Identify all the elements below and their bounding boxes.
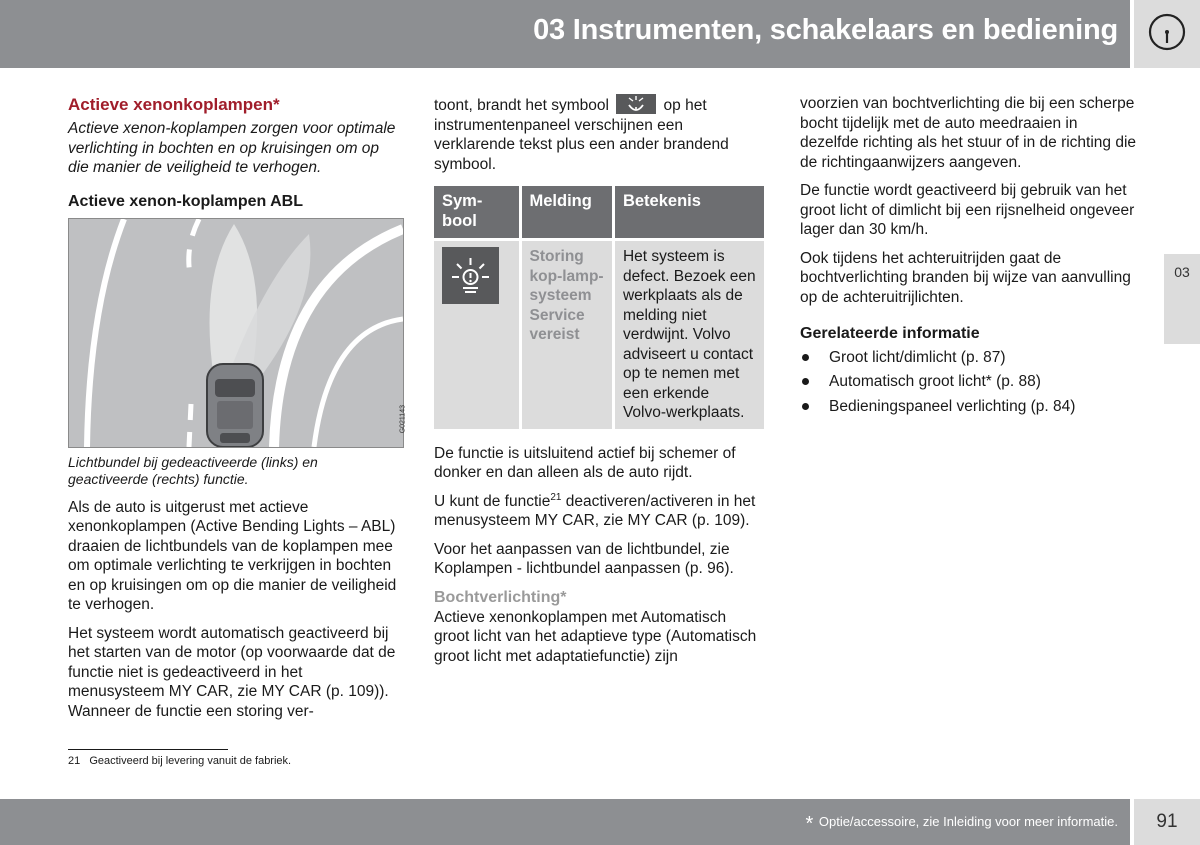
table-cell-symbol [434, 241, 519, 429]
gauge-icon [1147, 12, 1187, 52]
column-1 [68, 94, 406, 730]
paragraph-reversing: Ook tijdens het achteruitrijden gaat de bochtverlichting branden bij wijze van aanvulling op de achteruitrijlichten. [800, 249, 1131, 306]
page-header [0, 0, 1130, 68]
footnote-ref[interactable]: 21 [550, 491, 562, 503]
paragraph-deactivate [434, 492, 764, 531]
chapter-title: 03 Instrumenten, schakelaars en bediening [533, 14, 1118, 46]
page-number: 91 [1156, 811, 1178, 832]
paragraph-activation: Het systeem wordt automatisch geactiveerd bij het starten van de motor (op voorwaarde dat de functie niet is gedeactiveerd in het menusysteem MY CAR, zie MY CAR (p. 109)). Wanneer de functie een storing ver- [68, 624, 396, 720]
table-header-symbol: Sym-bool [434, 186, 519, 238]
paragraph-activation-speed: De functie wordt geactiveerd bij gebruik van het groot licht of dimlicht bij een rijsnelheid ongeveer lager dan 30 km/h. [800, 182, 1135, 238]
footnote-text: Geactiveerd bij levering vanuit de fabriek. [89, 755, 292, 767]
footnote-divider [68, 749, 228, 750]
section-title: Actieve xenonkoplampen* [68, 95, 280, 114]
symbol-table [431, 183, 767, 432]
option-star: * [805, 813, 814, 835]
table-row [434, 241, 764, 429]
footer-note-text: Optie/accessoire, zie Inleiding voor meer informatie. [818, 814, 1118, 829]
related-info-list [800, 348, 1140, 417]
road-car-illustration [69, 219, 403, 447]
footnote [68, 755, 291, 767]
paragraph-bend-lighting: Actieve xenonkoplampen met Automatisch groot licht van het adaptieve type (Automatisch groot licht met adaptatiefunctie) zijn [434, 608, 757, 665]
headlight-fault-icon [626, 95, 646, 113]
symbol-text-after: op het instrumentenpaneel verschijnen een verklarende tekst plus een ander brandend symbool. [434, 97, 729, 173]
figure-caption: Lichtbundel bij gedeactiveerde (links) en geactiveerde (rechts) functie. [68, 453, 318, 487]
figure-code: G021143 [399, 404, 406, 433]
table-header-message: Melding [522, 186, 612, 238]
paragraph-adjust-beam: Voor het aanpassen van de lichtbundel, zie Koplampen - lichtbundel aanpassen (p. 96). [434, 540, 734, 577]
subheading-bend-lighting: Bochtverlichting* [434, 588, 567, 606]
paragraph-dusk: De functie is uitsluitend actief bij schemer of donker en dan alleen als de auto rijdt. [434, 444, 736, 481]
table-cell-meaning: Het systeem is defect. Bezoek een werkplaats als de melding niet verdwijnt. Volvo adviseert u contact op te nemen met een erkende Volvo-werkplaats. [615, 241, 764, 429]
footnote-number: 21 [68, 755, 81, 767]
deactivate-text-after: deactiveren/activeren in het menusysteem MY CAR, zie MY CAR (p. 109). [434, 492, 756, 529]
related-info-title: Gerelateerde informatie [800, 325, 980, 342]
headlight-fault-symbol-box [442, 247, 499, 304]
paragraph-abl-description: Als de auto is uitgerust met actieve xenonkoplampen (Active Bending Lights – ABL) draaien de lichtbundels van de koplampen mee om optimale verlichting te verkrijgen in bochten en op kruisingen om op die manier de veiligheid te verhogen. [68, 498, 397, 613]
inline-headlight-fault-symbol [616, 94, 656, 114]
deactivate-text-before: U kunt de functie [434, 492, 551, 510]
paragraph-symbol-text [434, 94, 764, 174]
footer-note [805, 813, 1118, 836]
subheading-abl: Actieve xenon-koplampen ABL [68, 192, 304, 210]
headlight-beam-illustration [68, 218, 404, 448]
symbol-text-before: toont, brandt het symbool [434, 97, 609, 114]
chapter-icon-box [1134, 0, 1200, 68]
related-link-auto-high-beam[interactable]: Automatisch groot licht* (p. 88) [800, 372, 1140, 392]
related-link-lighting-panel[interactable]: Bedieningspaneel verlichting (p. 84) [800, 397, 1140, 417]
side-tab-label: 03 [1174, 264, 1190, 280]
paragraph-bend-continued: voorzien van bochtverlichting die bij een scherpe bocht tijdelijk met de auto meedraaien in dezelfde richting als het stuur of in de richting die de richtingaanwijzers aangeven. [800, 95, 1137, 171]
table-cell-message: Storing kop-lamp-systeem Service vereist [522, 241, 612, 429]
page-footer [0, 799, 1130, 845]
chapter-side-tab [1164, 254, 1200, 344]
headlight-fault-icon [450, 255, 491, 296]
table-header-meaning: Betekenis [615, 186, 764, 238]
column-3 [800, 94, 1140, 421]
page-number-box [1134, 799, 1200, 845]
related-link-high-beam[interactable]: Groot licht/dimlicht (p. 87) [800, 348, 1140, 368]
column-2 [434, 94, 764, 675]
section-intro: Actieve xenon-koplampen zorgen voor optimale verlichting in bochten en op kruisingen om op die manier de veiligheid te verhogen. [68, 120, 396, 176]
